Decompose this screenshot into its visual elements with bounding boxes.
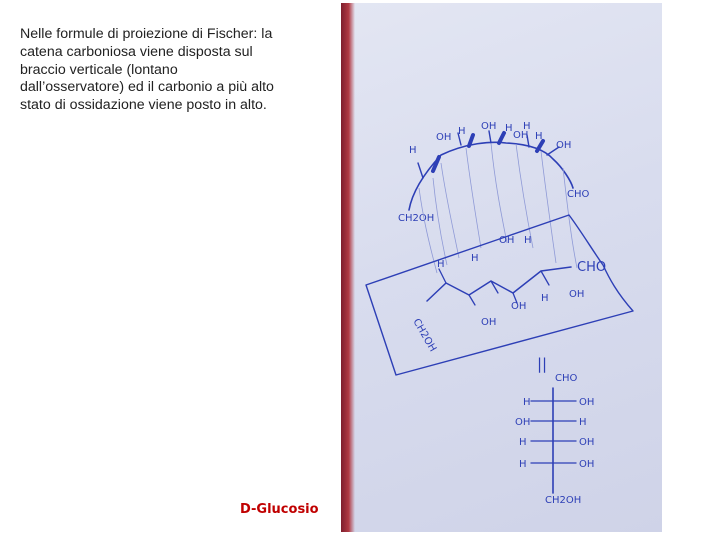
arc-end-label: CHO (567, 189, 590, 200)
caption-line: braccio verticale (lontano (20, 61, 178, 78)
projection-lines (419, 143, 577, 273)
plane-label: OH (481, 317, 497, 328)
plane-label: H (471, 253, 479, 264)
plane-label: H (437, 259, 445, 270)
wedge-bond (537, 141, 543, 151)
wedge-bond (499, 133, 504, 143)
wedge-bond (433, 157, 439, 171)
plane-label: OH (511, 301, 527, 312)
plane-label: H (524, 235, 532, 246)
arc-label: OH (556, 140, 572, 151)
equals-symbol: || (537, 355, 548, 373)
plane-bond (469, 295, 475, 305)
plane-label: CHO (577, 260, 607, 275)
fischer-right: OH (579, 437, 595, 448)
fischer-right: OH (579, 397, 595, 408)
arc-label: H (523, 121, 531, 132)
fischer-right: OH (579, 459, 595, 470)
arc-end-label: CH2OH (398, 213, 435, 224)
fischer-right: H (579, 417, 587, 428)
plane-label: H (541, 293, 549, 304)
fischer-bottom: CH2OH (545, 495, 582, 506)
arc-label: OH (481, 121, 497, 132)
substituent-bond (418, 163, 423, 178)
substituent-bond (489, 131, 491, 143)
plane-bond (541, 271, 549, 285)
arc-label: H (535, 131, 543, 142)
fischer-left: H (519, 459, 527, 470)
fischer-left: H (523, 397, 531, 408)
plane-label: OH (499, 235, 515, 246)
plane-bond (439, 269, 446, 283)
arc-label: H (458, 126, 466, 137)
caption-line: dall’osservatore) ed il carbonio a più alto (20, 79, 274, 96)
arc-label: OH (513, 130, 529, 141)
arc-label: H (409, 145, 417, 156)
caption-line: catena carboniosa viene disposta sul (20, 43, 253, 60)
fischer-left: H (519, 437, 527, 448)
arc-backbone (409, 142, 573, 210)
caption-line: stato di ossidazione viene posto in alto. (20, 97, 267, 114)
arc-label: OH (436, 132, 452, 143)
sketch-drawing (341, 3, 662, 532)
molecule-label: D-Glucosio (240, 502, 319, 517)
description-text (20, 26, 330, 115)
plane-label: OH (569, 289, 585, 300)
arc-label: H (505, 123, 513, 134)
caption-line: Nelle formule di proiezione di Fischer: la (20, 26, 273, 42)
plane-label: CH2OH (410, 317, 439, 354)
fischer-top: CHO (555, 373, 578, 384)
hand-drawn-sketch-photo (341, 3, 662, 532)
plane-chain (427, 267, 571, 301)
fischer-left: OH (515, 417, 531, 428)
